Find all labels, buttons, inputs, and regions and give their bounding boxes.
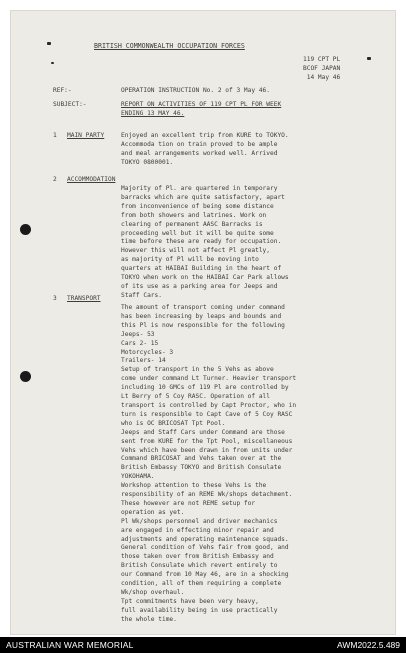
body-line: British Consulate which revert entirely to [121, 562, 278, 570]
body-line: who is OC BRICOSAT Tpt Pool. [121, 419, 226, 427]
body-line: Cars 2- 15 [121, 339, 159, 347]
section-3-title: TRANSPORT [67, 295, 101, 302]
body-line: Workshop attention to these Vehs is the [121, 482, 267, 490]
body-line: TOKYO when work on the HAIBAI Car Park allows [121, 274, 289, 282]
body-line: proceeding well but it will be quite some [121, 229, 274, 237]
document-page [10, 10, 396, 635]
body-line: Trailers- 14 [121, 357, 166, 365]
body-line: come under command Lt Turner. Heavier transport [121, 375, 297, 383]
punch-hole-bottom [20, 371, 31, 382]
footer-accession-number: AWM2022.5.489 [337, 640, 400, 650]
body-line: of its use as a parking area for Jeeps and [121, 282, 278, 290]
ref-block-line: 119 CPT PL [303, 56, 341, 63]
body-line: our Command from 10 May 46, are in a shocking [121, 571, 289, 579]
body-line: as majority of Pl will be moving into [121, 256, 259, 264]
body-line: Jeeps- 53 [121, 330, 155, 338]
body-line: including 10 GMCs of 119 Pl are controlled by [121, 384, 289, 392]
body-line: YOKOHAMA. [121, 473, 155, 481]
body-line: clearing of permanent AASC Barracks is [121, 220, 263, 228]
punch-hole-top [20, 224, 31, 235]
body-line: Wk/shop overhaul. [121, 589, 185, 596]
subject-line: REPORT ON ACTIVITIES OF 119 CPT PL FOR WEEK [121, 101, 282, 108]
ref-block-line: 14 May 46 [306, 73, 341, 81]
body-line: from both showers and latrines. Work on [121, 211, 267, 219]
section-2-title: ACCOMMODATION [67, 176, 116, 183]
section-3-body [121, 304, 296, 625]
body-line: quarters at HAIBAI Building in the heart of [121, 265, 282, 273]
body-line: adjustments and operating maintenance squads. [121, 535, 289, 543]
body-line: sent from KURE for the Tpt Pool, miscellaneous [121, 437, 293, 445]
section-1-body [121, 132, 289, 168]
body-line: time before these are ready for occupation. [121, 238, 282, 246]
body-line: Vehs which have been drawn in from units under [121, 446, 293, 454]
body-line: Lt Berry of 5 Coy RASC. Operation of all [121, 393, 271, 401]
body-line: TOKYO 0800001. [121, 158, 174, 166]
body-line: responsibility of an REME Wk/shops detachment. [121, 491, 293, 499]
body-line: Enjoyed an excellent trip from KURE to TOKYO. [121, 132, 289, 139]
body-line: transport is controlled by Capt Proctor, who in [121, 401, 297, 409]
body-line: These however are not REME setup for [121, 499, 256, 507]
body-line: Tpt commitments have been very heavy, [121, 597, 259, 605]
section-1-title: MAIN PARTY [67, 132, 105, 139]
body-line: from inconvenience of being some distance [121, 202, 274, 210]
ref-label: REF:- [53, 87, 72, 94]
ref-block-line: BCOF JAPAN [303, 64, 341, 72]
body-line: turn is responsible to Capt Cave of 5 Coy RASC [121, 410, 293, 418]
body-line: Majority of Pl. are quartered in temporary [121, 185, 278, 192]
body-line: barracks which are quite satisfactory, apart [121, 193, 285, 201]
body-line: the whole time. [121, 615, 177, 623]
subject-text [121, 101, 281, 119]
staple-mark-right [367, 57, 371, 60]
section-2-body [121, 185, 289, 301]
body-line: has been increasing by leaps and bounds and [121, 312, 282, 320]
body-line: condition, all of them requiring a complete [121, 580, 282, 588]
body-line: Jeeps and Staff Cars under Command are those [121, 428, 285, 436]
section-1-number: 1 [53, 132, 57, 139]
subject-label: SUBJECT:- [53, 101, 87, 108]
body-line: and meal arrangements worked well. Arrived [121, 149, 278, 157]
staple-mark-small [51, 62, 54, 64]
body-line: are engaged in effecting minor repair and [121, 526, 274, 534]
body-line: Motorcycles- 3 [121, 348, 174, 356]
ref-text: OPERATION INSTRUCTION No. 2 of 3 May 46. [121, 87, 271, 94]
body-line: General condition of Vehs fair from good, and [121, 544, 289, 552]
body-line: full availability being in use practically [121, 606, 278, 614]
section-3-number: 3 [53, 295, 57, 302]
body-line: Accommoda tion on train proved to be ample [121, 140, 278, 148]
body-line: Command BRICOSAT and Vehs taken over at the [121, 455, 282, 463]
body-line: British Embassy TOKYO and British Consulate [121, 464, 282, 472]
body-line: The amount of transport coming under command [121, 304, 285, 311]
staple-mark-left [47, 42, 51, 45]
footer-bar [0, 637, 406, 653]
footer-institution: AUSTRALIAN WAR MEMORIAL [6, 640, 134, 650]
body-line: operation as yet. [121, 508, 185, 516]
section-2-number: 2 [53, 176, 57, 183]
body-line: Staff Cars. [121, 291, 162, 299]
body-line: Setup of transport in the 5 Vehs as above [121, 366, 274, 374]
ref-block [303, 56, 340, 83]
subject-line: ENDING 13 MAY 46. [121, 109, 185, 117]
body-line: Pl Wk/shops personnel and driver mechanics [121, 517, 278, 525]
body-line: this Pl is now responsible for the following [121, 321, 285, 329]
body-line: those taken over from British Embassy and [121, 553, 274, 561]
body-line: However this will not affect Pl greatly, [121, 247, 271, 255]
document-heading: BRITISH COMMONWEALTH OCCUPATION FORCES [94, 42, 245, 50]
